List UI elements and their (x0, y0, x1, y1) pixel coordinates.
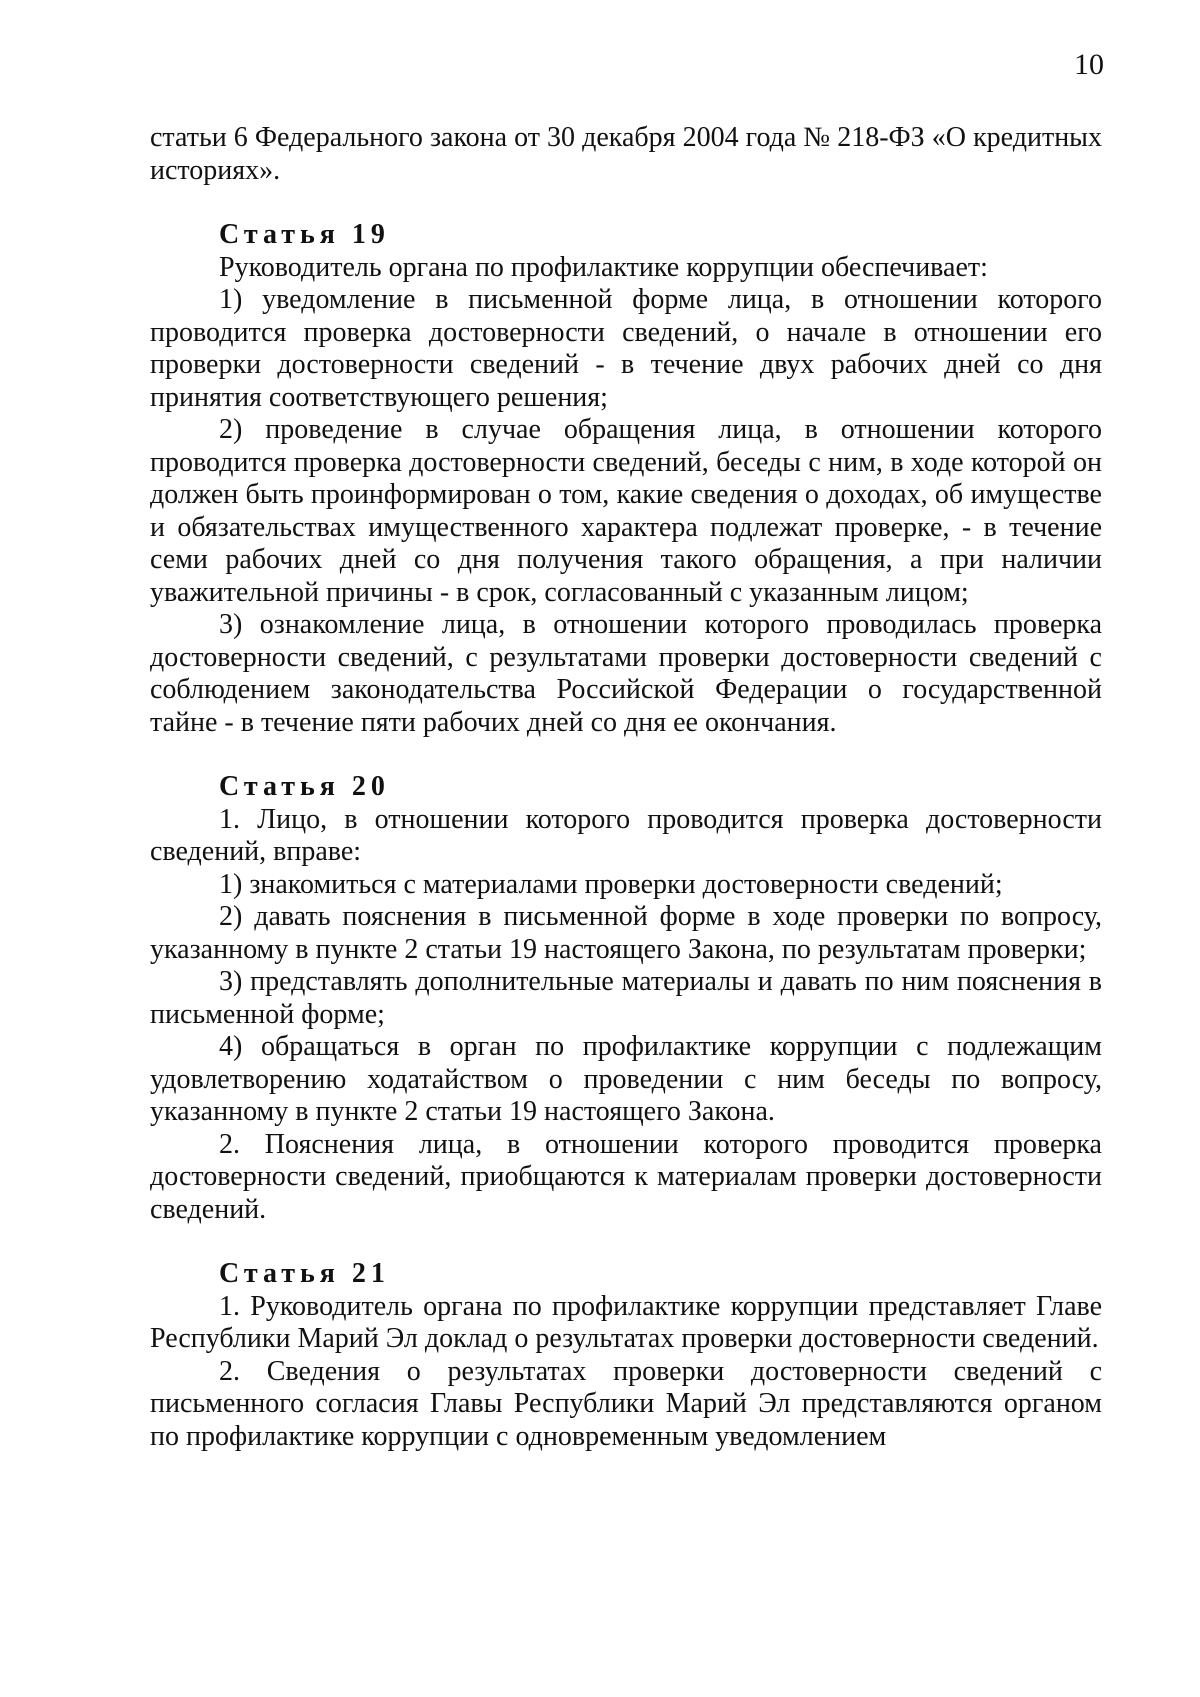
article-20-item-2: 2) давать пояснения в письменной форме в ходе проверки по вопросу, указанному в пункте 2 статьи 19 настоящего Закона, по результатам проверки; (150, 901, 1102, 965)
article-21-paragraph-1: 1. Руководитель органа по профилактике коррупции представляет Главе Республики Марий Эл доклад о результатах проверки достоверности сведений. (150, 1290, 1102, 1354)
article-20-paragraph-1: 1. Лицо, в отношении которого проводится проверка достоверности сведений, вправе: (150, 803, 1102, 867)
article-19-lead: Руководитель органа по профилактике коррупции обеспечивает: (219, 251, 988, 283)
article-20-paragraph-2: 2. Пояснения лица, в отношении которого проводится проверка достоверности сведений, приобщаются к материалам проверки достоверности сведений. (150, 1128, 1102, 1225)
article-19-item-1: 1) уведомление в письменной форме лица, в отношении которого проводится проверка достоверности сведений, о начале в отношении его проверки достоверности сведений - в течение двух рабочих дней со дня принятия соответствующего решения; (150, 284, 1102, 413)
article-19-heading: Статья 19 (219, 219, 390, 250)
document-body (150, 122, 1102, 1453)
page-number: 10 (1074, 48, 1104, 81)
article-20-item-3: 3) представлять дополнительные материалы и давать по ним пояснения в письменной форме; (150, 966, 1102, 1030)
article-21-paragraph-2: 2. Сведения о результатах проверки достоверности сведений с письменного согласия Главы Республики Марий Эл представляются органом по профилактике коррупции с одновременным уведомлением (150, 1355, 1102, 1452)
intro-paragraph: статьи 6 Федерального закона от 30 декабря 2004 года № 218-ФЗ «О кредитных историях». (150, 122, 1102, 186)
article-20-item-1: 1) знакомиться с материалами проверки достоверности сведений; (219, 868, 1003, 900)
article-20-heading: Статья 20 (219, 771, 390, 802)
article-19-item-3: 3) ознакомление лица, в отношении которого проводилась проверка достоверности сведений, с результатами проверки достоверности сведений с соблюдением законодательства Российской Федерации о государственной тайне - в течение пяти рабочих дней со дня ее окончания. (150, 609, 1102, 738)
article-19-item-2: 2) проведение в случае обращения лица, в отношении которого проводится проверка достоверности сведений, беседы с ним, в ходе которой он должен быть проинформирован о том, какие сведения о доходах, об имуществе и обязательствах имущественного характера подлежат проверке, - в течение семи рабочих дней со дня получения такого обращения, а при наличии уважительной причины - в срок, согласованный с указанным лицом; (150, 414, 1102, 608)
article-21-heading: Статья 21 (219, 1258, 390, 1289)
article-20-item-4: 4) обращаться в орган по профилактике коррупции с подлежащим удовлетворению ходатайством о проведении с ним беседы по вопросу, указанному в пункте 2 статьи 19 настоящего Закона. (150, 1031, 1102, 1127)
